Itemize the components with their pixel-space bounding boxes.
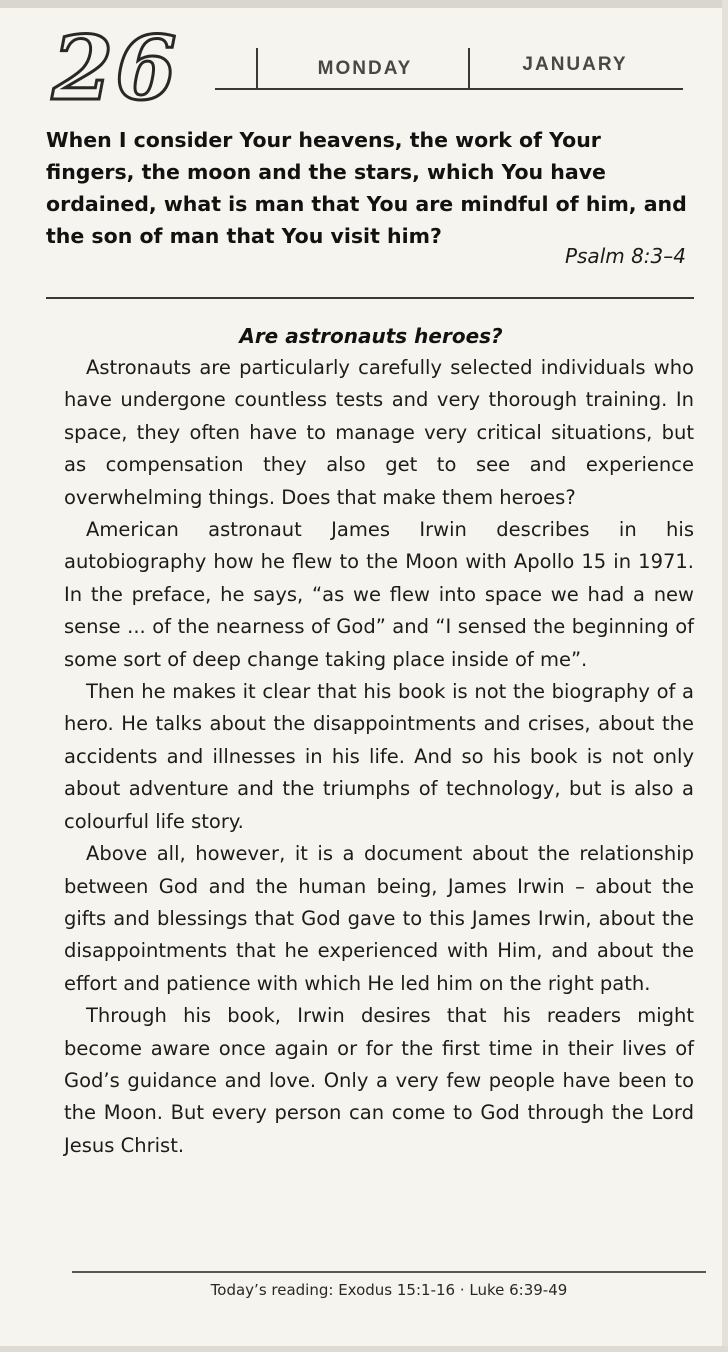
header-separator — [468, 48, 470, 90]
article-paragraph: American astronaut James Irwin describes in his autobiography how he flew to the Moon with Apollo 15 in 1971. In the preface, he says, “as we flew into space we had a new sense ... of the nearness of God” and “I sensed the beginning of some sort of deep change taking place inside of me”. — [64, 518, 694, 671]
verse-divider — [46, 297, 694, 299]
article-paragraph: Through his book, Irwin desires that his readers might become aware once again or for the first time in their lives of God’s guidance and love. Only a very few people have been to the Moon. But every person can come to God through the Lord Jesus Christ. — [64, 1004, 694, 1157]
page-edge-bottom — [0, 1346, 728, 1352]
article-paragraph: Above all, however, it is a document about the relationship between God and the human being, James Irwin – about the gifts and blessings that God gave to this James Irwin, about the disappointments that he experienced with Him, and about the effort and patience with which He led him on the right path. — [64, 842, 694, 995]
page-edge-top — [0, 0, 728, 8]
article-paragraph: Then he makes it clear that his book is not the biography of a hero. He talks about the disappointments and crises, about the accidents and illnesses in his life. And so his book is not only about adventure and the triumphs of technology, but is also a colourful life story. — [64, 680, 694, 833]
verse-text: When I consider Your heavens, the work of Your fingers, the moon and the stars, which You have ordained, what is man that You are mindful of him, and the son of man that You visit him? — [46, 128, 687, 248]
article-body — [64, 352, 694, 1162]
article-title: Are astronauts heroes? — [239, 324, 503, 348]
article-paragraph: Astronauts are particularly carefully selected individuals who have undergone countless tests and very thorough training. In space, they often have to manage very critical situations, but as compensation they also get to see and experience overwhelming things. Does that make them heroes? — [64, 356, 694, 509]
footer-rule — [72, 1271, 706, 1273]
page-edge-right — [722, 0, 728, 1352]
month-label: JANUARY — [522, 54, 628, 75]
header-rule — [215, 88, 683, 90]
day-number: 26 — [52, 16, 179, 120]
weekday-label: MONDAY — [317, 58, 413, 79]
header-separator — [256, 48, 258, 90]
verse-reference: Psalm 8:3–4 — [564, 244, 686, 268]
todays-reading: Today’s reading: Exodus 15:1-16 · Luke 6:39-49 — [210, 1281, 568, 1299]
